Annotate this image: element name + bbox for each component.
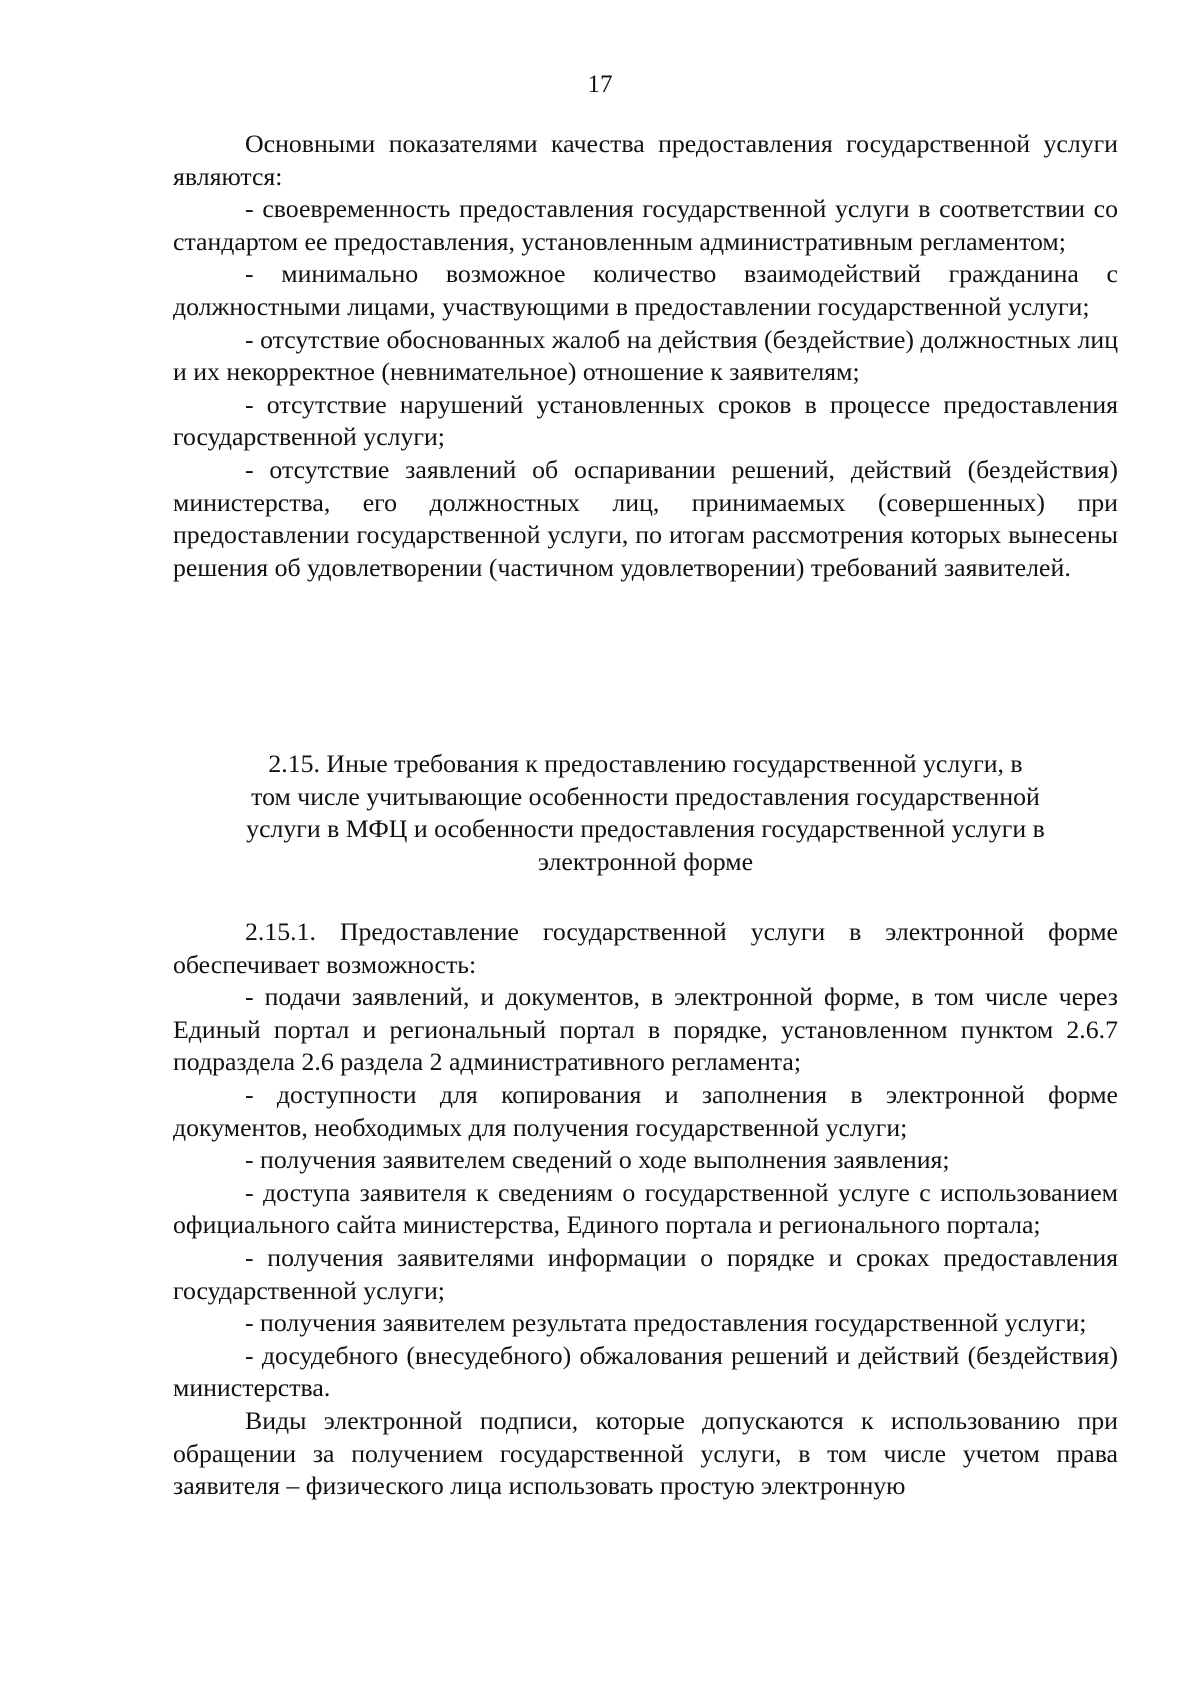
list-item: - досудебного (внесудебного) обжалования решений и действий (бездействия) министерства. xyxy=(173,1340,1118,1403)
list-item: - отсутствие нарушений установленных сроков в процессе предоставления государственной услуги; xyxy=(173,389,1118,452)
page-number: 17 xyxy=(587,71,613,98)
section-heading xyxy=(173,748,1118,878)
heading-line: услуги в МФЦ и особенности предоставления государственной услуги в xyxy=(246,814,1045,844)
heading-line: электронной форме xyxy=(537,846,754,876)
list-item: - минимально возможное количество взаимодействий гражданина с должностными лицами, участвующими в предоставлении государственной услуги; xyxy=(173,259,1118,321)
list-item: - доступа заявителя к сведениям о государственной услуге с использованием официального сайта министерства, Единого портала и регионального портала; xyxy=(173,1177,1118,1240)
list-item: - получения заявителями информации о порядке и сроках предоставления государственной услуги; xyxy=(173,1242,1118,1305)
list-item: - отсутствие заявлений об оспаривании решений, действий (бездействия) министерства, его должностных лиц, принимаемых (совершенных) при предоставлении государственной услуги, по итогам рассмотрения которых вынесены решения об удовлетворении (частичном удовлетворении) требований заявителей. xyxy=(173,454,1118,582)
list-item: - доступности для копирования и заполнения в электронной форме документов, необходимых для получения государственной услуги; xyxy=(173,1079,1118,1142)
heading-line: том числе учитывающие особенности предоставления государственной xyxy=(251,781,1040,811)
paragraph: Виды электронной подписи, которые допускаются к использованию при обращении за получением государственной услуги, в том числе учетом права заявителя – физического лица использовать простую электронную xyxy=(173,1405,1118,1501)
list-item: - своевременность предоставления государственной услуги в соответствии со стандартом ее предоставления, установленным административным регламентом; xyxy=(173,194,1118,256)
quality-indicators-section xyxy=(173,128,1118,584)
list-item: - получения заявителем результата предоставления государственной услуги; xyxy=(245,1308,1087,1338)
paragraph: Основными показателями качества предоставления государственной услуги являются: xyxy=(173,129,1118,191)
heading-line: 2.15. Иные требования к предоставлению государственной услуги, в xyxy=(268,749,1023,778)
electronic-form-section xyxy=(173,916,1118,1503)
list-item: - получения заявителем сведений о ходе выполнения заявления; xyxy=(245,1145,950,1175)
paragraph: 2.15.1. Предоставление государственной услуги в электронной форме обеспечивает возможность: xyxy=(173,917,1118,979)
list-item: - отсутствие обоснованных жалоб на действия (бездействие) должностных лиц и их некорректное (невнимательное) отношение к заявителям; xyxy=(173,324,1118,387)
list-item: - подачи заявлений, и документов, в электронной форме, в том числе через Единый портал и региональный портал в порядке, установленном пунктом 2.6.7 подраздела 2.6 раздела 2 административного регламента; xyxy=(173,982,1118,1077)
